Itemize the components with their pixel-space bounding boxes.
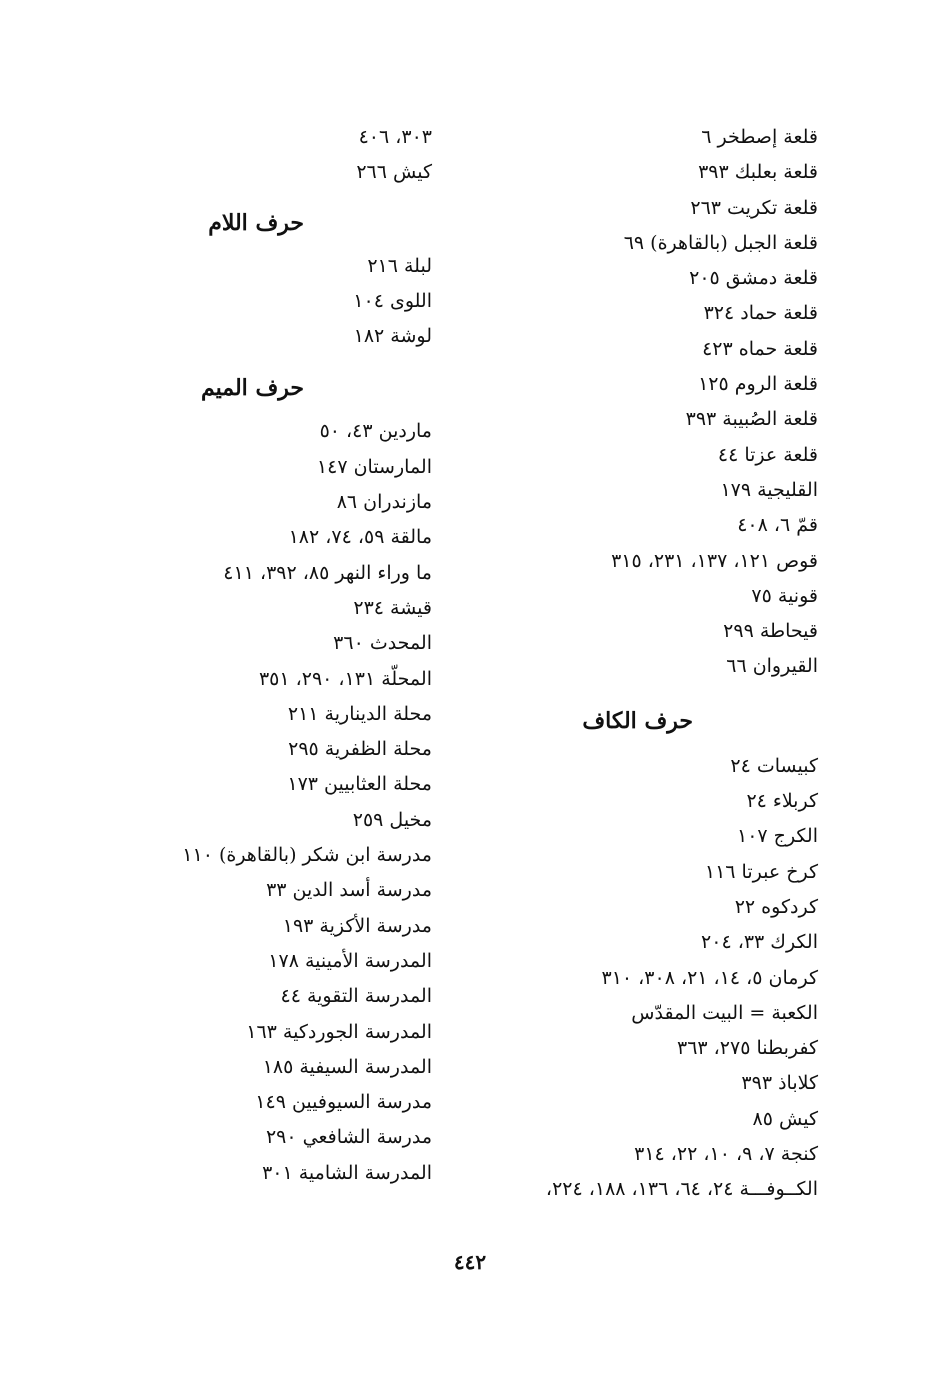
- mim-entries-list: [132, 414, 432, 1191]
- index-entry: الكــوفـــة ٢٤، ٦٤، ١٣٦، ١٨٨، ٢٢٤،: [545, 1178, 818, 1201]
- index-entry: كيش ٨٥: [752, 1107, 818, 1130]
- lam-entries-list: [132, 249, 432, 355]
- page-number: ٤٤٢: [453, 1250, 487, 1274]
- index-entry: المدرسة الأمينية ١٧٨: [268, 949, 432, 972]
- index-entry: قلعة حماه ٤٢٣: [702, 337, 818, 360]
- index-entry: قلعة بعلبك ٣٩٣: [698, 161, 818, 184]
- index-entry: مدرسة السيوفيين ١٤٩: [255, 1091, 432, 1114]
- index-entry: ما وراء النهر ٨٥، ٣٩٢، ٤١١: [223, 561, 432, 584]
- section-heading-lam: حرف اللام: [208, 209, 304, 236]
- index-entry: محلة الدينارية ٢١١: [287, 702, 432, 725]
- index-entry: كلاباذ ٣٩٣: [741, 1072, 818, 1095]
- index-entry: قلعة حماد ٣٢٤: [703, 302, 818, 325]
- index-entry: مازندران ٨٦: [336, 491, 432, 514]
- index-entry: لوشة ١٨٢: [353, 325, 432, 348]
- index-entry: كربلاء ٢٤: [746, 790, 818, 813]
- index-entry: مخيل ٢٥٩: [352, 808, 432, 831]
- index-entry: قلعة الروم ١٢٥: [698, 373, 818, 396]
- index-entry: قمّ ٦، ٤٠٨: [737, 514, 818, 537]
- index-entry: قونية ٧٥: [751, 584, 818, 607]
- index-entry: كرخ عبرتا ١١٦: [704, 860, 818, 883]
- index-entry: قيشة ٢٣٤: [353, 596, 432, 619]
- index-entry: الكعبة = البيت المقدّس: [631, 1001, 818, 1024]
- index-entry: مالقة ٥٩، ٧٤، ١٨٢: [288, 526, 432, 549]
- index-entry: كيش ٢٦٦: [356, 161, 432, 184]
- index-entry: الكرج ١٠٧: [737, 825, 818, 848]
- index-entry: قلعة الجبل (بالقاهرة) ٦٩: [623, 231, 818, 254]
- index-entry: قوص ١٢١، ١٣٧، ٢٣١، ٣١٥: [611, 549, 818, 572]
- index-entry: الكرك ٣٣، ٢٠٤: [701, 931, 818, 954]
- index-entry: اللوى ١٠٤: [353, 289, 432, 312]
- index-entry: قلعة إصطخر ٦: [701, 126, 818, 148]
- index-entry: كفربطنا ٢٧٥، ٣٦٣: [677, 1037, 818, 1060]
- section-heading-kaf: حرف الكاف: [582, 707, 693, 734]
- index-entry: كرمان ٥، ١٤، ٢١، ٣٠٨، ٣١٠: [601, 966, 818, 989]
- index-entry: كبيسات ٢٤: [730, 754, 818, 777]
- index-entry: قلعة عزتا ٤٤: [717, 443, 818, 466]
- index-entry: ماردين ٤٣، ٥٠: [319, 420, 432, 443]
- index-entry: مدرسة ابن شكر (بالقاهرة) ١١٠: [182, 844, 432, 867]
- index-entry: المدرسة التقوية ٤٤: [280, 985, 432, 1008]
- index-entry: محلة الظفرية ٢٩٥: [288, 738, 432, 761]
- right-column: [438, 120, 818, 1208]
- index-entry: كردكوه ٢٢: [734, 895, 818, 918]
- section-heading-mim: حرف الميم: [200, 375, 304, 402]
- index-entry: قيحاطة ٢٩٩: [723, 620, 818, 643]
- kaf-entries-list: [438, 749, 818, 1208]
- index-entry: القليجية ١٧٩: [720, 478, 818, 501]
- index-entry: المحدث ٣٦٠: [333, 632, 432, 655]
- index-entry: محلة العثابيين ١٧٣: [287, 773, 432, 796]
- continuation-entries-list: [132, 120, 432, 191]
- index-entry: مدرسة أسد الدين ٣٣: [266, 879, 432, 902]
- index-entry: قلعة دمشق ٢٠٥: [689, 267, 818, 290]
- index-entry: المدرسة الشامية ٣٠١: [262, 1161, 432, 1184]
- index-entry: كنجة ٧، ٩، ١٠، ٢٢، ٣١٤: [634, 1143, 818, 1166]
- index-entry: لبلة ٢١٦: [367, 254, 432, 277]
- left-column: [132, 120, 432, 1191]
- index-entry: قلعة تكريت ٢٦٣: [690, 196, 818, 219]
- qaf-entries-list: [438, 120, 818, 685]
- index-entry: قلعة الصُبيبة ٣٩٣: [685, 408, 818, 431]
- index-entry: المارستان ١٤٧: [316, 455, 432, 478]
- index-entry: المدرسة السيفية ١٨٥: [262, 1055, 432, 1078]
- index-entry: ٣٠٣، ٤٠٦: [358, 126, 432, 148]
- index-entry: مدرسة الشافعي ٢٩٠: [265, 1126, 432, 1149]
- index-entry: المحلّة ١٣١، ٢٩٠، ٣٥١: [258, 667, 432, 690]
- index-entry: مدرسة الأكزية ١٩٣: [282, 914, 432, 937]
- index-entry: القيروان ٦٦: [726, 655, 818, 678]
- index-entry: المدرسة الجوردكية ١٦٣: [246, 1020, 432, 1043]
